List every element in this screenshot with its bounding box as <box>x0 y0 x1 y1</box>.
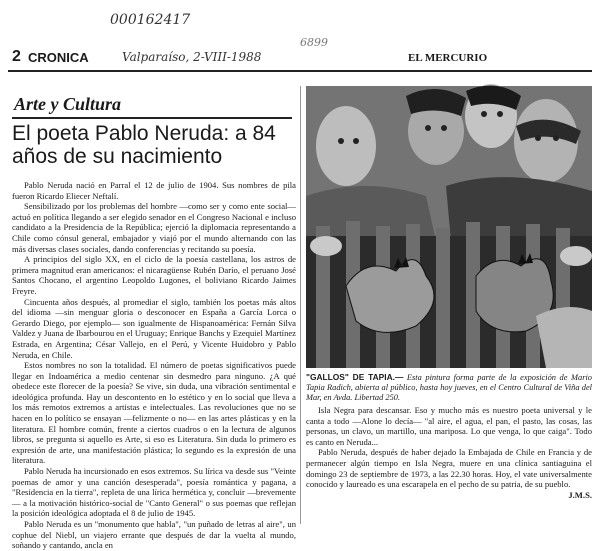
caption-title: "GALLOS" DE TAPIA.— <box>306 372 404 382</box>
painting-illustration <box>306 86 592 368</box>
paragraph: Pablo Neruda es un "monumento que habla", "un puñado de letras al aire", un cophue del Niebl, un viajero errante que después de dar la vuelta al mundo, soñando y cantando, ancla en <box>12 519 296 551</box>
corner-number: 6899 <box>300 36 328 49</box>
page-number: 2 <box>12 48 21 65</box>
caption-text: Esta pintura forma parte de la exposición de Mario Tapia Radich, abierta al público, hasta hoy jueves, en el Centro Cultural de Viña del Mar, en Avda. Libertad 250. <box>306 373 592 402</box>
photo-caption <box>306 372 592 403</box>
archive-id-stamp: 000162417 <box>110 12 191 28</box>
paragraph: Estos nombres no son la totalidad. El número de poetas significativos puede llegar en Indoamérica a medio centenar sin desmedro para ninguno. ¿A qué obedece este florecer de la poesía? Se vive, sin duda, una vibración sentimental e ideológica profunda. Hay un descontento en lo estético y en lo social que lleva a los más remotos extremos a artistas e intelectuales. Las revoluciones que no se hacen en lo político se ensayan —felizmente o no— en las artes plásticas y en la literatura. El hombre común, frente a ciertos cuadros o en la lectura de algunos libros, se pregunta si aquello es Arte, si eso es Literatura. Sin duda lo primero es expresión de arte, una manifestación plástica; lo segundo es la expresión de una literatura. <box>12 360 296 466</box>
article-body-left <box>12 180 296 551</box>
painting-photo <box>306 86 592 368</box>
paragraph: Pablo Neruda ha incursionado en esos extremos. Su lírica va desde sus "Veinte poemas de amor y una canción desesperada", poesía romántica y pagana, a "Residencia en la tierra", repleta de una lírica hermética y, concluir —brevemente— a la motivación histórico-social de "Canto General" o sus poemas que reflejan la posición ideológica adoptada el 8 de julio de 1945. <box>12 466 296 519</box>
section-name: CRONICA <box>28 50 89 65</box>
author-signature: J.M.S. <box>568 489 592 500</box>
masthead-rule <box>8 70 592 72</box>
article-body-right <box>306 405 592 523</box>
paragraph: A principios del siglo XX, en el ciclo de la poesía castellana, los astros de primera magnitud eran americanos: el nicaragüense Rubén Darío, el peruano José Santos Chocano, el argentino Leopoldo Lugones, el boliviano Ricardo Jaimes Freyre. <box>12 254 296 296</box>
newspaper-name: EL MERCURIO <box>408 52 488 64</box>
paragraph: Cincuenta años después, al promediar el siglo, también los poetas más altos del idioma —sin menguar gloria o desconocer en España a García Lorca o Gerardo Diego, por ejemplo— son igualmente de Hispanoamérica: Fernán Silva Valdez y Juana de Ibarbourou en el Uruguay; Enrique Banchs y Ezequiel Martínez Estrada, en Argentina; César Vallejo, en el Perú, y Vicente Huidobro y Pablo Neruda, en Chile. <box>12 296 296 360</box>
paragraph: Sensibilizado por los problemas del hombre —como ser y como ente social— actuó en política llegando a ser elegido senador en el Congreso Nacional e incluso candidato a la Presidencia de la República; ejerció la diplomacia representando a Chile como cónsul general, embajador y viajó por el mundo alternando con las más diversas clases sociales, dando conferencias y recitando su poesía. <box>12 201 296 254</box>
handwritten-dateline: Valparaíso, 2-VIII-1988 <box>122 50 262 64</box>
paragraph: Pablo Neruda nació en Parral el 12 de julio de 1904. Sus nombres de pila fueron Ricardo Eliecer Neftalí. <box>12 180 296 201</box>
section-kicker: Arte y Cultura <box>14 94 122 114</box>
paragraph: Pablo Neruda, después de haber dejado la Embajada de Chile en Francia y de permanecer algún tiempo en Isla Negra, muere en una clínica santiaguina el domingo 23 de septiembre de 1973, a las 22.30 horas. Hoy, el vate universalmente conocido y laureado es una escarapela en el pecho de su patria, de su pueblo. <box>306 447 592 490</box>
article-headline: El poeta Pablo Neruda: a 84 años de su nacimiento <box>12 122 276 168</box>
kicker-rule <box>12 117 292 119</box>
column-divider <box>300 86 301 524</box>
paragraph: Isla Negra para descansar. Eso y mucho más es nuestro poeta universal y le canta a todo —Alone lo decía— "al aire, el agua, el pan, el pasto, las cosas, las personas, un clavo, un martillo, una mariposa. Lo que venga, lo que caiga". Todo es canto en Neruda... <box>306 405 592 447</box>
